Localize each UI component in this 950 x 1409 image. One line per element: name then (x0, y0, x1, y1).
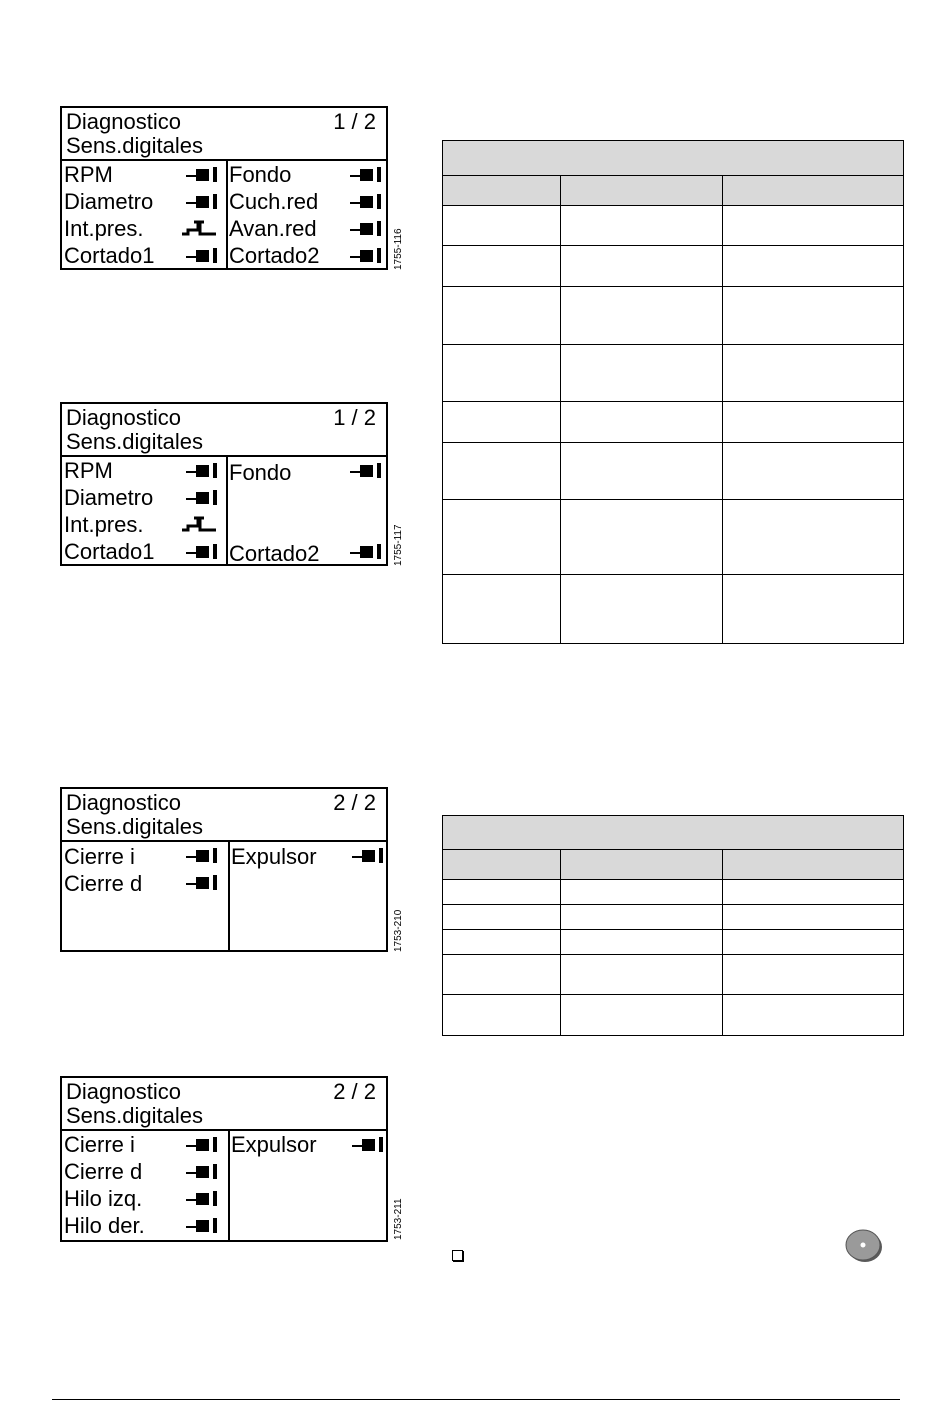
table-cell (561, 246, 723, 286)
table-cell (443, 575, 561, 643)
active-signal-icon (184, 193, 220, 209)
sensor-label: Int.pres. (64, 512, 144, 537)
sensor-label: Fondo (229, 460, 292, 485)
table-row (443, 880, 903, 905)
screen-header (62, 404, 386, 457)
table-row (443, 206, 903, 246)
sensor-label: Fondo (229, 162, 292, 187)
table-cell (443, 500, 561, 574)
screen-subtitle: Sens.digitales (66, 133, 203, 158)
table-row (443, 905, 903, 930)
table-cell (723, 345, 903, 401)
table-cell (443, 930, 561, 954)
diagnostic-screen-2 (60, 402, 388, 566)
sensor-table-1 (442, 140, 904, 644)
column-header (443, 176, 561, 205)
page-indicator: 2 / 2 (333, 1079, 376, 1104)
table-row (443, 402, 903, 443)
step-signal-icon (180, 220, 220, 238)
sensor-label: RPM (64, 458, 113, 483)
active-signal-icon (184, 847, 220, 863)
table-row (443, 246, 903, 287)
rotary-knob-icon[interactable] (843, 1227, 885, 1265)
table-cell (561, 402, 723, 442)
diagnostic-screen-4 (60, 1076, 388, 1242)
screen-title: Diagnostico (66, 109, 181, 134)
table-cell (561, 880, 723, 904)
figure-id: 1753-211 (393, 1198, 404, 1240)
screen-title: Diagnostico (66, 405, 181, 430)
table-row (443, 345, 903, 402)
column-divider (226, 161, 228, 268)
column-header (723, 850, 903, 879)
sensor-label: Diametro (64, 189, 154, 214)
sensor-label: RPM (64, 162, 113, 187)
table-column-headers (443, 850, 903, 880)
table-row (443, 955, 903, 995)
table-cell (723, 955, 903, 994)
active-signal-icon (350, 847, 386, 863)
table-cell (723, 575, 903, 643)
sensor-grid (62, 457, 386, 564)
active-signal-icon (350, 1136, 386, 1152)
table-header (443, 816, 903, 850)
table-cell (443, 246, 561, 286)
table-cell (723, 500, 903, 574)
table-cell (723, 402, 903, 442)
screen-title: Diagnostico (66, 1079, 181, 1104)
active-signal-icon (348, 462, 384, 478)
step-signal-icon (180, 516, 220, 534)
table-cell (561, 287, 723, 344)
table-cell (561, 206, 723, 245)
table-row (443, 287, 903, 345)
active-signal-icon (184, 166, 220, 182)
table-row (443, 930, 903, 955)
table-cell (443, 905, 561, 929)
table-cell (723, 246, 903, 286)
column-divider (228, 842, 230, 950)
table-cell (723, 287, 903, 344)
table-cell (561, 995, 723, 1035)
diagnostic-screen-1 (60, 106, 388, 270)
active-signal-icon (348, 247, 384, 263)
column-header (443, 850, 561, 879)
table-cell (443, 402, 561, 442)
active-signal-icon (348, 220, 384, 236)
sensor-label: Expulsor (231, 844, 317, 869)
sensor-label: Cierre i (64, 1132, 135, 1157)
sensor-table-2 (442, 815, 904, 1036)
table-cell (723, 905, 903, 929)
table-cell (443, 880, 561, 904)
screen-header (62, 789, 386, 842)
footer-divider (52, 1399, 900, 1400)
active-signal-icon (184, 462, 220, 478)
figure-id: 1755-116 (393, 228, 404, 270)
table-cell (561, 930, 723, 954)
table-cell (561, 345, 723, 401)
sensor-label: Cortado1 (64, 539, 155, 564)
active-signal-icon (348, 543, 384, 559)
table-cell (561, 955, 723, 994)
table-column-headers (443, 176, 903, 206)
table-cell (443, 955, 561, 994)
sensor-label: Avan.red (229, 216, 317, 241)
table-row (443, 575, 903, 643)
column-divider (226, 457, 228, 564)
active-signal-icon (348, 193, 384, 209)
table-cell (723, 880, 903, 904)
screen-title: Diagnostico (66, 790, 181, 815)
sensor-label: Cierre i (64, 844, 135, 869)
sensor-label: Hilo izq. (64, 1186, 143, 1211)
screen-subtitle: Sens.digitales (66, 814, 203, 839)
table-cell (723, 206, 903, 245)
sensor-label: Cierre d (64, 871, 143, 896)
table-cell (723, 995, 903, 1035)
active-signal-icon (184, 874, 220, 890)
screen-header (62, 1078, 386, 1131)
sensor-grid (62, 842, 386, 950)
sensor-label: Cuch.red (229, 189, 319, 214)
sensor-grid (62, 1131, 386, 1240)
table-cell (443, 443, 561, 499)
table-header (443, 141, 903, 176)
sensor-label: Int.pres. (64, 216, 144, 241)
sensor-label: Cierre d (64, 1159, 143, 1184)
table-cell (443, 345, 561, 401)
table-row (443, 443, 903, 500)
sensor-label: Expulsor (231, 1132, 317, 1157)
sensor-label: Hilo der. (64, 1213, 145, 1238)
column-header (723, 176, 903, 205)
table-cell (723, 930, 903, 954)
active-signal-icon (184, 489, 220, 505)
table-row (443, 995, 903, 1035)
active-signal-icon (348, 166, 384, 182)
table-cell (723, 443, 903, 499)
sensor-label: Cortado1 (64, 243, 155, 268)
screen-subtitle: Sens.digitales (66, 429, 203, 454)
sensor-label: Diametro (64, 485, 154, 510)
table-cell (561, 443, 723, 499)
table-cell (443, 206, 561, 245)
table-cell (561, 500, 723, 574)
page-indicator: 2 / 2 (333, 790, 376, 815)
active-signal-icon (184, 1136, 220, 1152)
active-signal-icon (184, 1217, 220, 1233)
table-cell (561, 575, 723, 643)
sensor-label: Cortado2 (229, 541, 320, 566)
screen-header (62, 108, 386, 161)
column-header (561, 850, 723, 879)
table-cell (443, 995, 561, 1035)
active-signal-icon (184, 543, 220, 559)
table-cell (561, 905, 723, 929)
column-divider (228, 1131, 230, 1240)
page-indicator: 1 / 2 (333, 109, 376, 134)
sensor-label: Cortado2 (229, 243, 320, 268)
table-cell (443, 287, 561, 344)
figure-id: 1753-210 (393, 909, 404, 952)
checkbox-icon[interactable] (452, 1250, 463, 1261)
figure-id: 1755-117 (393, 524, 404, 566)
table-row (443, 500, 903, 575)
screen-subtitle: Sens.digitales (66, 1103, 203, 1128)
sensor-grid (62, 161, 386, 268)
diagnostic-screen-3 (60, 787, 388, 952)
active-signal-icon (184, 247, 220, 263)
active-signal-icon (184, 1190, 220, 1206)
active-signal-icon (184, 1163, 220, 1179)
column-header (561, 176, 723, 205)
page-indicator: 1 / 2 (333, 405, 376, 430)
